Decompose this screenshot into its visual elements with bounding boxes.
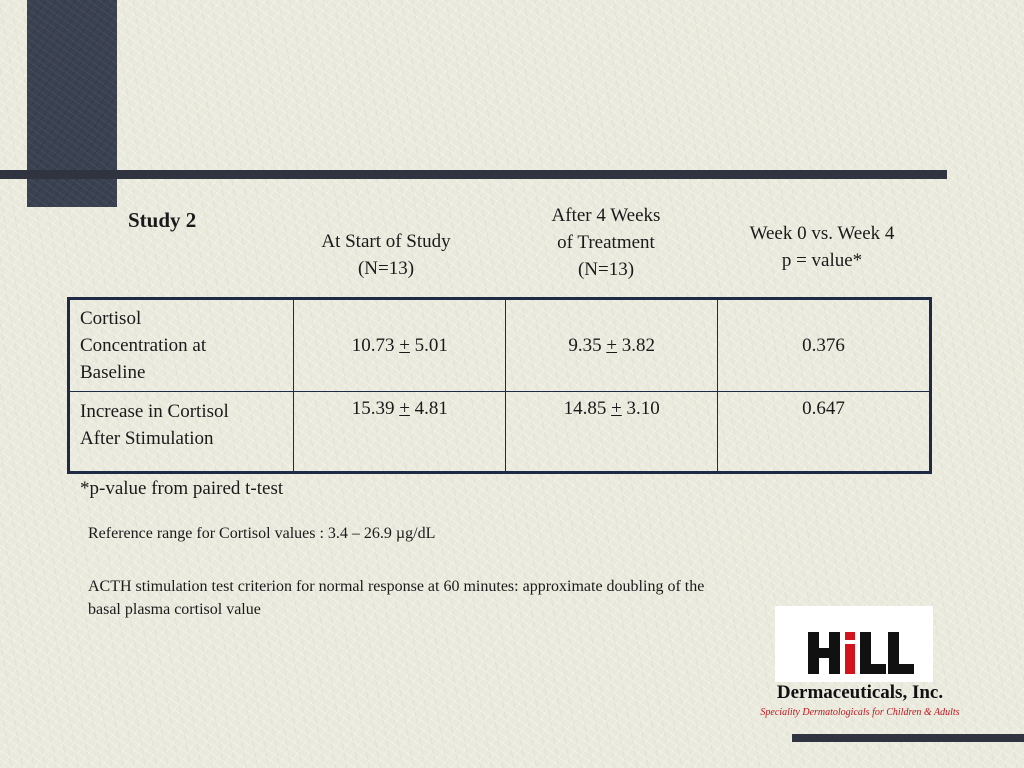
column-header-after-line2: of Treatment — [557, 232, 655, 253]
footnote: *p-value from paired t-test — [80, 478, 284, 499]
plus-minus-sign: + — [611, 398, 622, 419]
logo-letter-l2-foot — [888, 664, 914, 674]
table-row — [69, 392, 931, 473]
acth-line: basal plasma cortisol value — [88, 601, 261, 618]
column-header-after-line1: After 4 Weeks — [551, 205, 661, 226]
column-header-after — [520, 202, 692, 283]
column-header-start — [300, 228, 472, 282]
plus-minus-sign: + — [399, 334, 410, 356]
row-label-line: After Stimulation — [80, 428, 214, 449]
row-label-line: Concentration at — [80, 335, 207, 356]
row-label-line: Baseline — [80, 362, 146, 383]
logo-letter-i-dot — [845, 632, 855, 640]
sd-value: 3.82 — [621, 334, 656, 356]
column-header-after-line3: (N=13) — [577, 259, 635, 280]
cell-after-value — [506, 392, 718, 473]
hill-logo-mark — [775, 606, 933, 682]
cell-start-value — [294, 299, 506, 392]
column-header-comparison — [722, 220, 922, 274]
plus-minus-sign: + — [606, 334, 618, 356]
mean-value: 9.35 — [568, 334, 602, 356]
mean-value: 15.39 — [351, 398, 395, 419]
column-header-start-line1: At Start of Study — [321, 231, 451, 252]
sd-value: 3.10 — [626, 398, 660, 419]
acth-line: ACTH stimulation test criterion for normal response at 60 minutes: approximate doubling of the — [88, 578, 705, 595]
cell-after-value — [506, 299, 718, 392]
table-row — [69, 299, 931, 392]
cell-p-value: 0.647 — [718, 392, 931, 473]
column-header-comparison-line1: Week 0 vs. Week 4 — [749, 223, 895, 244]
row-label-line: Cortisol — [80, 308, 142, 329]
study-title: Study 2 — [128, 208, 197, 232]
column-header-start-line2: (N=13) — [357, 258, 415, 279]
company-name: Dermaceuticals, Inc. — [776, 682, 944, 703]
logo-letter-h-bar — [808, 648, 840, 658]
decorative-bottom-bar — [792, 734, 1024, 742]
acth-criterion-note — [88, 575, 888, 621]
row-label — [69, 299, 294, 392]
decorative-top-bar — [0, 170, 947, 179]
cell-start-value — [294, 392, 506, 473]
mean-value: 10.73 — [351, 334, 395, 356]
plus-minus-sign: + — [399, 398, 410, 419]
cell-p-value: 0.376 — [718, 299, 931, 392]
company-tagline: Speciality Dermatologicals for Children & Adults — [760, 707, 960, 718]
company-logo — [775, 606, 933, 682]
sd-value: 4.81 — [414, 398, 448, 419]
sd-value: 5.01 — [414, 334, 448, 356]
logo-letter-l1-foot — [860, 664, 886, 674]
row-label — [69, 392, 294, 473]
logo-letter-i-stem — [845, 644, 855, 674]
cortisol-data-table — [67, 297, 932, 474]
column-header-comparison-line2: p = value* — [781, 250, 863, 271]
reference-range-note: Reference range for Cortisol values : 3.4 – 26.9 µg/dL — [88, 525, 436, 542]
row-label-line: Increase in Cortisol — [80, 401, 229, 422]
mean-value: 14.85 — [563, 398, 607, 419]
